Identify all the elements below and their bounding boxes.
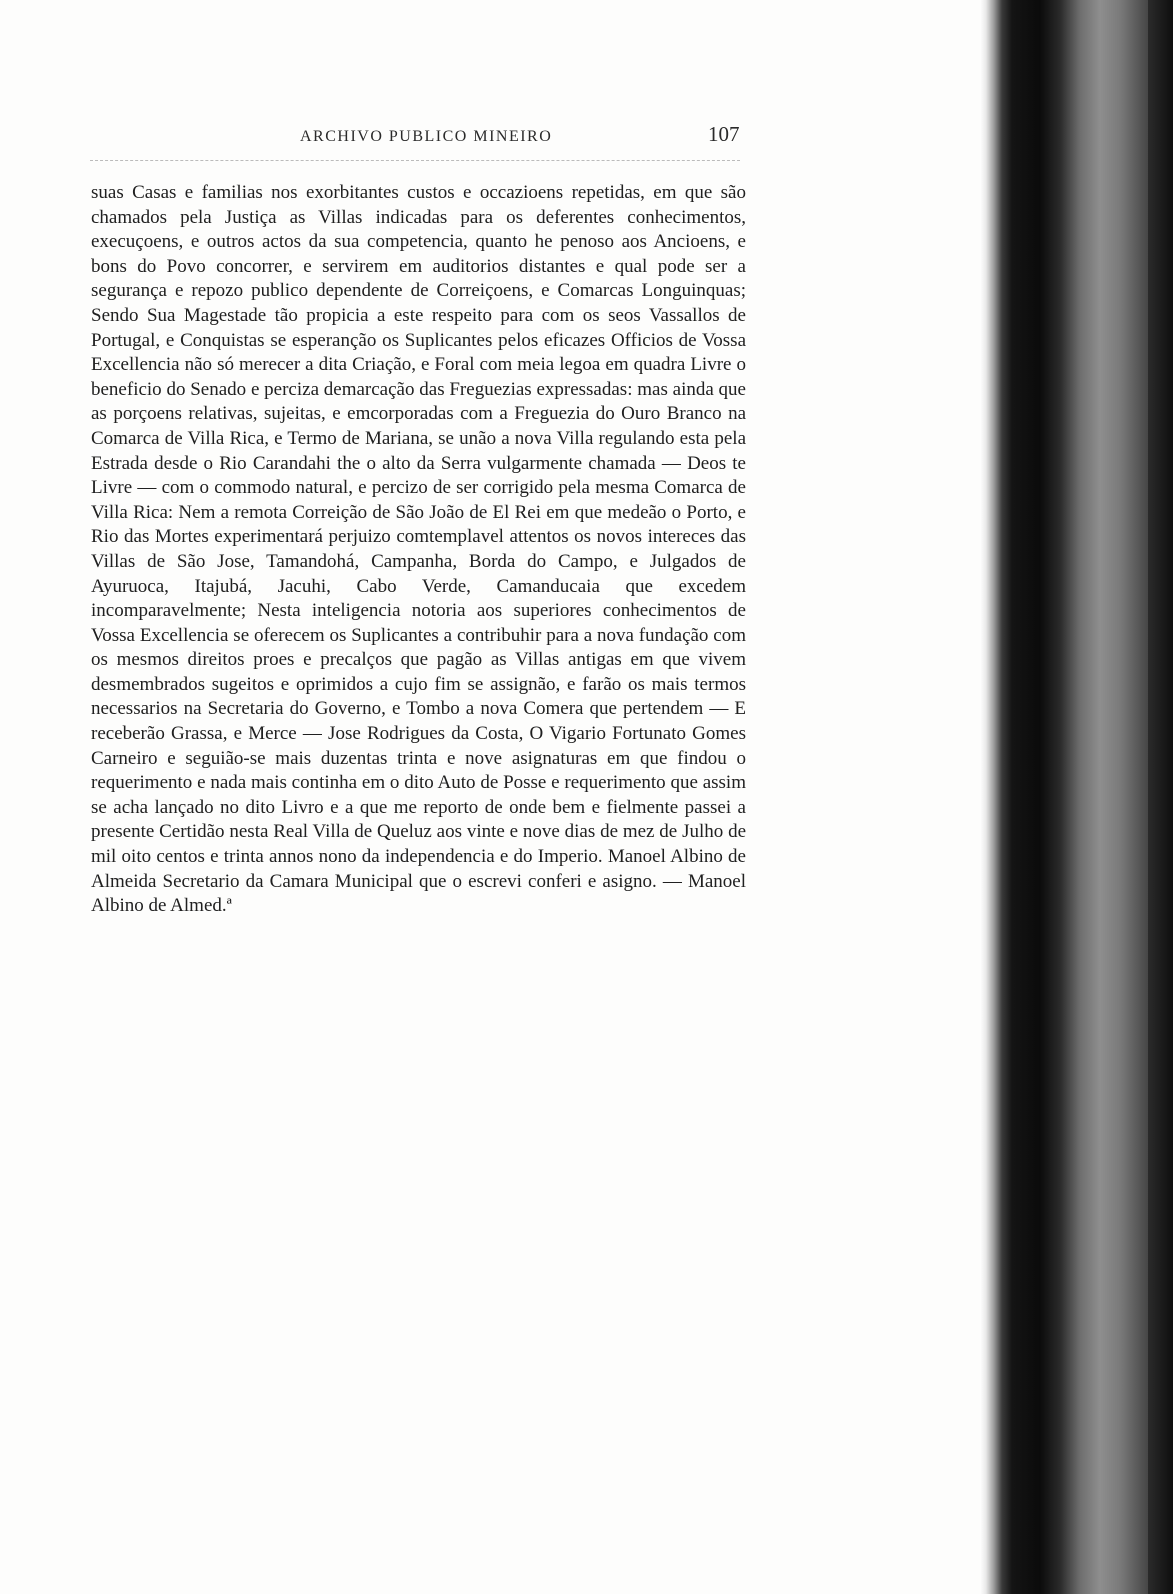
page-number: 107 <box>708 122 740 146</box>
book-spine-shadow <box>980 0 1173 1594</box>
running-head <box>300 122 750 152</box>
running-title: ARCHIVO PUBLICO MINEIRO <box>300 128 553 145</box>
body-paragraph: suas Casas e familias nos exorbitantes custos e occazioens repetidas, em que são chamados pela Justiça as Villas indicadas para os deferentes conhecimentos, execuçoens, e outros actos da sua competencia, quanto he penoso aos Ancioens, e bons do Povo concorrer, e servirem em auditorios distantes e qual pode ser a segurança e repozo publico dependente de Correiçoens, e Comarcas Longuinquas; Sendo Sua Magestade tão propicia a este respeito para com os seos Vassallos de Portugal, e Conquistas se esperanção os Suplicantes pelos eficazes Officios de Vossa Excellencia não só merecer a dita Criação, e Foral com meia legoa em quadra Livre o beneficio do Senado e perciza demarcação das Freguezias expressadas: mas ainda que as porçoens relativas, sujeitas, e emcorporadas com a Freguezia do Ouro Branco na Comarca de Villa Rica, e Termo de Mariana, se unão a nova Villa regulando esta pela Estrada desde o Rio Carandahi the o alto da Serra vulgarmente chamada — Deos te Livre — com o commodo natural, e percizo de ser corrigido pela mesma Comarca de Villa Rica: Nem a remota Correição de São João de El Rei em que medeão o Porto, e Rio das Mortes experimentará perjuizo comtemplavel attentos os novos intereces das Villas de São Jose, Tamandohá, Campanha, Borda do Campo, e Julgados de Ayuruoca, Itajubá, Jacuhi, Cabo Verde, Camanducaia que excedem incomparavelmente; Nesta inteligencia notoria aos superiores conhecimentos de Vossa Excellencia se oferecem os Suplicantes a contribuhir para a nova fundação com os mesmos direitos proes e precalços que pagão as Villas antigas em que vivem desmembrados sugeitos e oprimidos a cujo fim se assignão, e farão os mais termos necessarios na Secretaria do Governo, e Tombo a nova Comera que pertendem — E receberão Grassa, e Merce — Jose Rodrigues da Costa, O Vigario Fortunato Gomes Carneiro e seguião-se mais duzentas trinta e nove asignaturas em que findou o requerimento e nada mais continha em o dito Auto de Posse e requerimento que assim se acha lançado no dito Livro e a que me reporto de onde bem e fielmente passei a presente Certidão nesta Real Villa de Queluz aos vinte e nove dias de mez de Julho de mil oito centos e trinta annos nono da independencia e do Imperio. Manoel Albino de Almeida Secretario da Camara Municipal que o escrevi conferi e asigno. — Manoel Albino de Almed.ª <box>91 182 746 917</box>
book-spine-edge <box>1148 0 1173 1594</box>
header-rule <box>90 160 740 161</box>
